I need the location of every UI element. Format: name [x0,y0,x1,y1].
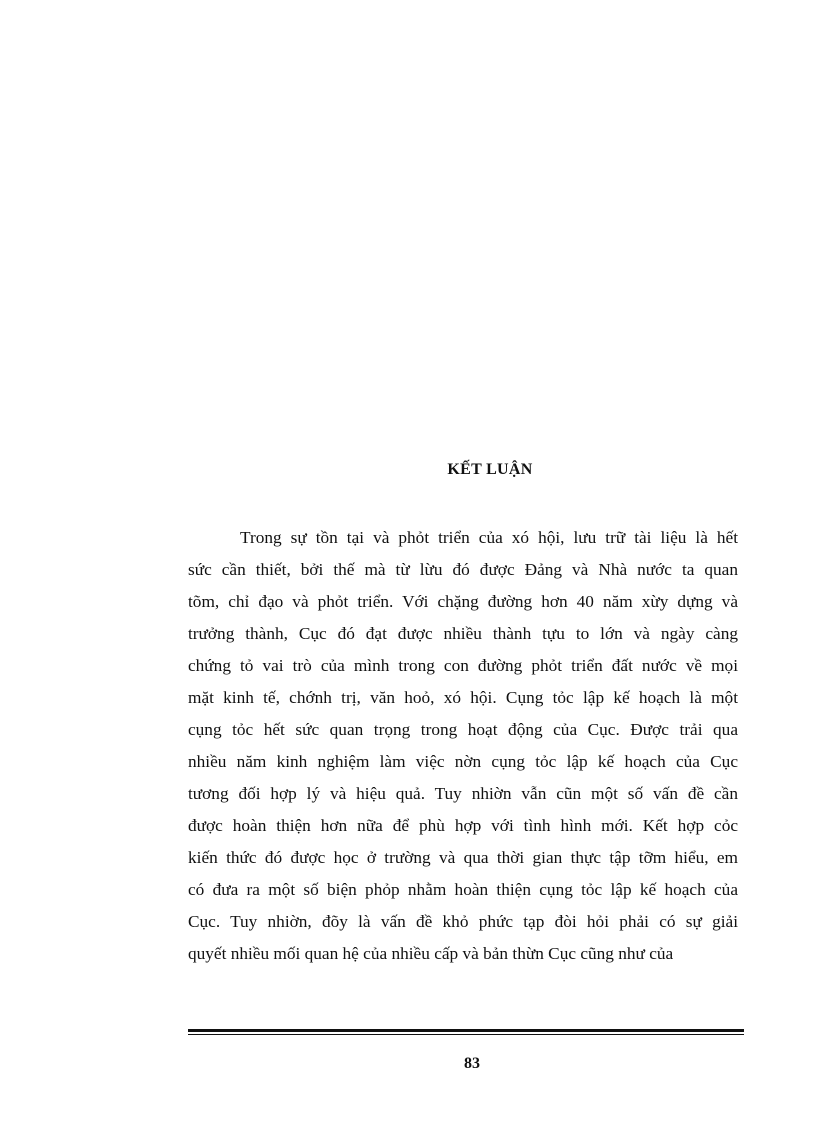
paragraph-line: Trong sự tồn tại và phỏt triển của xó hội, lưu trữ tài liệu là hết [240,528,738,547]
paragraph-line: trưởng thành, Cục đó đạt được nhiều thành tựu to lớn và ngày càng [188,624,738,643]
paragraph-line: mặt kinh tế, chớnh trị, văn hoỏ, xó hội. Cụng tỏc lập kế hoạch là một [188,688,738,707]
paragraph-line: quyết nhiều mối quan hệ của nhiều cấp và bản thừn Cục cũng như của [188,944,674,963]
paragraph-line: sức cần thiết, bởi thế mà từ lừu đó được Đảng và Nhà nước ta quan [188,560,738,579]
paragraph-line: có đưa ra một số biện phỏp nhằm hoàn thiện cụng tỏc lập kế hoạch của [188,880,738,899]
paragraph-line: nhiều năm kinh nghiệm làm việc nờn cụng tỏc lập kế hoạch của Cục [188,752,738,771]
page-number: 83 [464,1055,480,1072]
paragraph-line: được hoàn thiện hơn nữa để phù hợp với tình hình mới. Kết hợp cỏc [188,816,738,835]
paragraph-line: tõm, chỉ đạo và phỏt triển. Với chặng đường hơn 40 năm xừy dựng và [188,592,738,611]
paragraph-line: cụng tỏc hết sức quan trọng trong hoạt động của Cục. Được trải qua [188,720,738,739]
footer-divider [188,1029,744,1032]
footer-divider-thin [188,1034,744,1035]
conclusion-paragraph [188,522,738,970]
section-heading: KẾT LUẬN [447,461,533,478]
paragraph-line: chứng tỏ vai trò của mình trong con đường phỏt triển đất nước về mọi [188,656,738,675]
paragraph-line: Cục. Tuy nhiờn, đõy là vấn đề khỏ phức tạp đòi hỏi phải có sự giải [188,912,738,931]
paragraph-line: tương đối hợp lý và hiệu quả. Tuy nhiờn vẫn cũn một số vấn đề cần [188,784,738,803]
paragraph-line: kiến thức đó được học ở trường và qua thời gian thực tập tỡm hiểu, em [188,848,738,867]
